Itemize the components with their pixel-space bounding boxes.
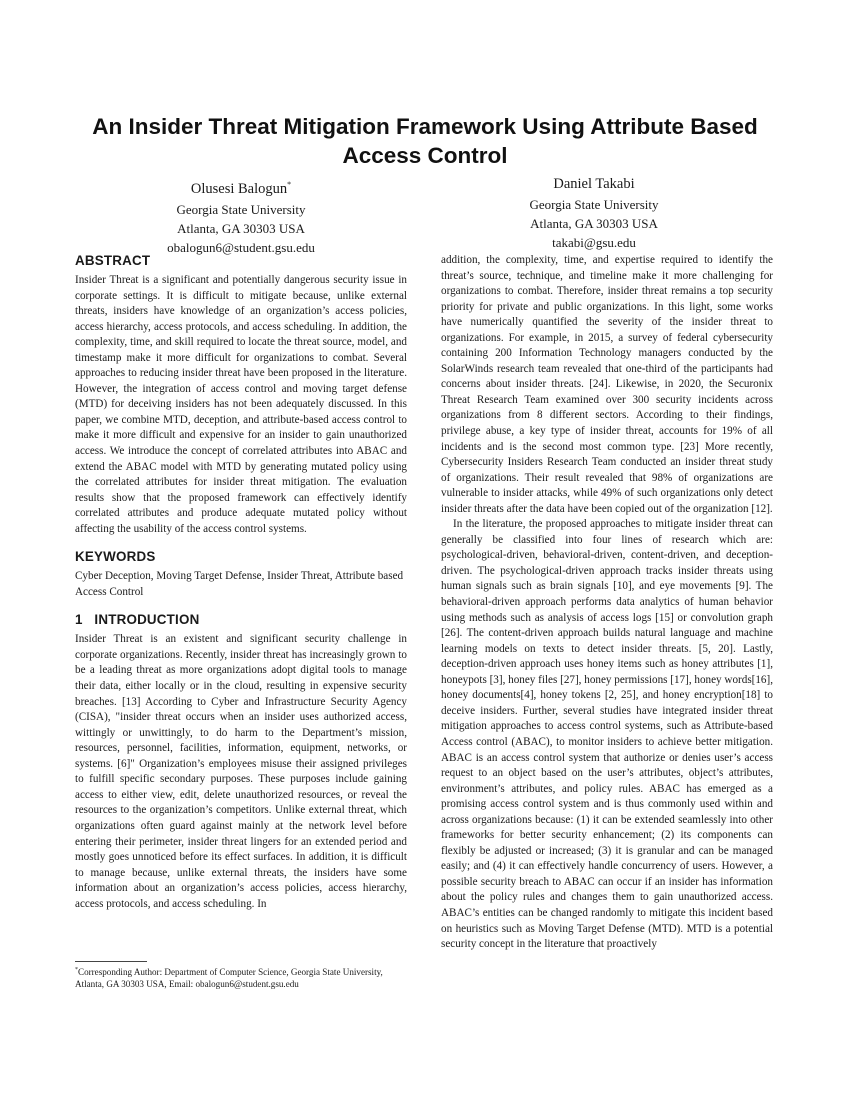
- author-affiliation: Georgia State University: [176, 201, 306, 217]
- author-block: [444, 174, 744, 252]
- author-address: Atlanta, GA 30303 USA: [177, 220, 305, 236]
- paper-title: An Insider Threat Mitigation Framework Using Attribute Based Access Control: [92, 114, 758, 168]
- author-block: [91, 174, 391, 257]
- author-email: takabi@gsu.edu: [552, 235, 636, 250]
- introduction-paragraph: In the literature, the proposed approaches to mitigate insider threat can generally be classified into four lines of research which are: psychological-driven, behavioral-driven, content-driven, and deception-driven. The psychological-driven approach tracks insider threats using human signals such as brain signals [10], and eye movements [9]. The behavioral-driven approach performs data analytics of human behavior using methods such as analysis of access logs [15] or convolution graph [26]. The content-driven approach builds natural language and machine learning models on texts to detect insider threats. [5, 20]. Lastly, deception-driven approach uses honey items such as honey attributes [1], honeypots [3], honey files [27], honey permissions [17], honey words[16], honey documents[4], honey tokens [2, 25], and honey encryption[18] to deceive insiders. Further, several studies have integrated insider threat mitigation approaches to access control systems, such as Attribute-based Access control (ABAC), to monitor insiders to achieve better mitigation. ABAC is an access control system that authorize or denies user’s access request to an object based on the user’s attributes, object’s attributes, environment’s attributes, and policy rules. ABAC has emerged as a promising access control system and is thus commonly used within and across organizations because: (1) it can be extended seamlessly into other frameworks for better security enhancement; (2) its components can flexibly be adjusted or increased; (3) it is granular and can be managed easily; and (4) it can effectively handle concurrency of users. However, a possible security breach to ABAC can occur if an insider has information about the policy rules and changes them to gain unauthorized access. ABAC’s entities can be changed randomly to mitigate this incident based on heuristics such as Moving Target Defense (MTD). MTD is a potential security concept in the literature that proactively: [441, 518, 773, 951]
- author-affiliation: Georgia State University: [529, 197, 659, 212]
- footnote-text: Corresponding Author: Department of Computer Science, Georgia State University, Atlanta, GA 30303 USA, Email: obalogun6@student.gsu.edu: [75, 967, 383, 990]
- introduction-heading: 1 INTRODUCTION: [75, 612, 200, 628]
- author-name: Olusesi Balogun: [190, 180, 288, 197]
- abstract-heading: ABSTRACT: [75, 253, 151, 268]
- author-footnote-mark: *: [287, 180, 292, 189]
- footnote-mark: *: [75, 967, 78, 973]
- keywords-heading: KEYWORDS: [75, 549, 156, 565]
- left-column: [75, 253, 407, 912]
- introduction-paragraph: Insider Threat is an existent and significant security challenge in corporate organizations. Recently, insider threat has increasingly grown to be a leading threat as more organizations adopt digital tools to manage their data, either locally or in the cloud, resulting in expensive security breaches. [13] According to Cyber and Infrastructure Security Agency (CISA), "insider threat occurs when an insider uses authorized access, wittingly or unwittingly, to do harm to the Department’s mission, resources, personnel, facilities, information, equipment, networks, or systems. [6]" Organization’s employees misuse their assigned privileges to fulfill specific secondary purposes. These purposes include gaining access to either view, edit, delete unauthorized resources, or reveal the resources to the organization’s competitors. Unlike external threat, which organizations often guard against mainly at the network level before entering their perimeter, insider threat lingers for an extended period and mostly goes unnoticed before its effect surfaces. In addition, it is difficult to manage because, unlike external threats, the insiders have some information about an organization’s access policies, access hierarchy, access protocols, and access scheduling. In: [75, 633, 407, 910]
- author-name: Daniel Takabi: [553, 176, 635, 192]
- keywords-text: Cyber Deception, Moving Target Defense, Insider Threat, Attribute based Access Control: [75, 570, 404, 598]
- footnote-rule: [75, 961, 147, 962]
- author-address: Atlanta, GA 30303 USA: [530, 216, 658, 231]
- right-column: [441, 253, 773, 953]
- footnote: [75, 964, 407, 990]
- abstract-text: Insider Threat is a significant and potentially dangerous security issue in corporate settings. It is difficult to mitigate because, unlike external threats, insiders have knowledge of an organization’s access policies, access hierarchy, access protocols, and access scheduling. In addition, the complexity, time, and skill required to locate the threat source, model, and timestamp make it more difficult for organizations to combat. Several approaches to reducing insider threat have been proposed in the literature. However, the integration of access control and moving target defense (MTD) for deceiving insiders has not been adequately discussed. In this paper, we combine MTD, deception, and attribute-based access control to make it more difficult and expensive for an insider to gain unauthorized access. We introduce the concept of correlated attributes into ABAC and extend the ABAC model with MTD by generating mutated policy using the correlated attributes for insider threat mitigation. The evaluation results show that the proposed framework can effectively identify correlated attributes and produce adequate mutated policy without affecting the usability of the access control systems.: [75, 274, 407, 535]
- author-email: obalogun6@student.gsu.edu: [167, 239, 315, 255]
- introduction-paragraph: addition, the complexity, time, and expertise required to identify the threat’s source, technique, and timeline make it more challenging for organizations to combat. Therefore, insider threat remains a top security priority for private and public organizations. In this light, some works have numerically quantified the severity of the insider threat to organizations. For example, in 2015, a survey of federal cybersecurity containing 200 Information Technology managers conducted by the SolarWinds research team revealed that one-third of the participants had concerns about insider threats. [24]. Likewise, in 2020, the Securonix Threat Research Team examined over 300 security incidents across organizations from 8 different sectors. According to their findings, privilege abuse, a key type of insider threat, accounts for 19% of all incidents and is the second most common type. [23] More recently, Cybersecurity Insiders Research Team conducted an insider threat study of organizations. Their result revealed that 98% of organizations are vulnerable to insider attacks, while 49% of such organizations only detect insider threats after the data have been copied out of the organization [12].: [441, 254, 773, 515]
